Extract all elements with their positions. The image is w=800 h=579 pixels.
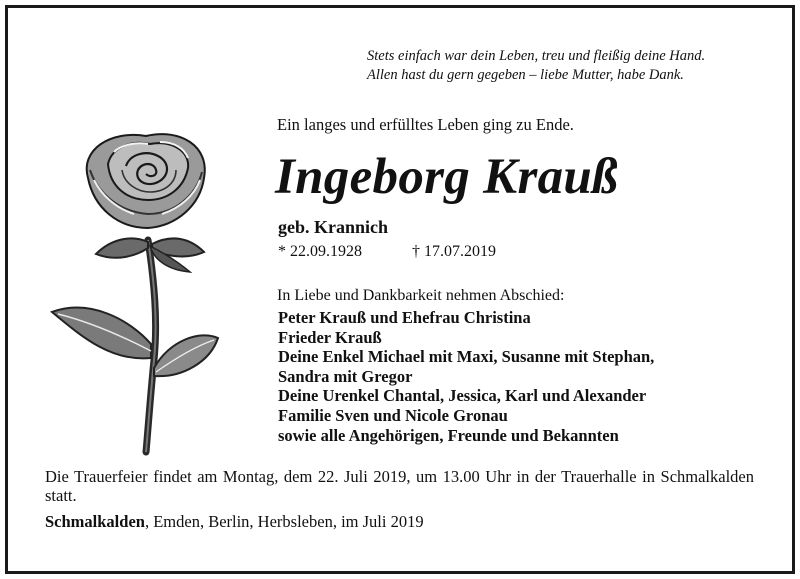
verse-line-2: Allen hast du gern gegeben – liebe Mutter, habe Dank. xyxy=(367,67,684,83)
place-town: Schmalkalden xyxy=(45,512,145,531)
rose-illustration-icon xyxy=(50,130,270,460)
mourner-line: Deine Enkel Michael mit Maxi, Susanne mit Stephan, xyxy=(278,347,655,367)
verse-line-1: Stets einfach war dein Leben, treu und fleißig deine Hand. xyxy=(367,48,706,64)
mourner-line: Deine Urenkel Chantal, Jessica, Karl und Alexander xyxy=(278,386,647,406)
mourner-line: Familie Sven und Nicole Gronau xyxy=(278,405,508,425)
intro-text: Ein langes und erfülltes Leben ging zu Ende. xyxy=(277,115,574,134)
mourner-line: Peter Krauß und Ehefrau Christina xyxy=(278,308,531,327)
mourner-line: Sandra mit Gregor xyxy=(278,366,413,386)
place-and-date xyxy=(45,512,424,532)
mourners-list xyxy=(278,308,654,445)
birth-date: * 22.09.1928 xyxy=(278,243,362,260)
mourner-line: sowie alle Angehörigen, Freunde und Bekannten xyxy=(278,425,619,445)
life-dates xyxy=(278,243,496,261)
mourner-line: Frieder Krauß xyxy=(278,327,382,347)
funeral-service-text: Die Trauerfeier findet am Montag, dem 22. Juli 2019, um 13.00 Uhr in der Trauerhalle in Schmalkalden statt. xyxy=(45,467,754,505)
place-rest: , Emden, Berlin, Herbsleben, im Juli 2019 xyxy=(144,512,424,531)
farewell-text: In Liebe und Dankbarkeit nehmen Abschied: xyxy=(277,287,565,304)
death-date: † 17.07.2019 xyxy=(412,243,496,260)
maiden-name: geb. Krannich xyxy=(278,217,389,237)
deceased-name: Ingeborg Krauß xyxy=(275,149,618,205)
